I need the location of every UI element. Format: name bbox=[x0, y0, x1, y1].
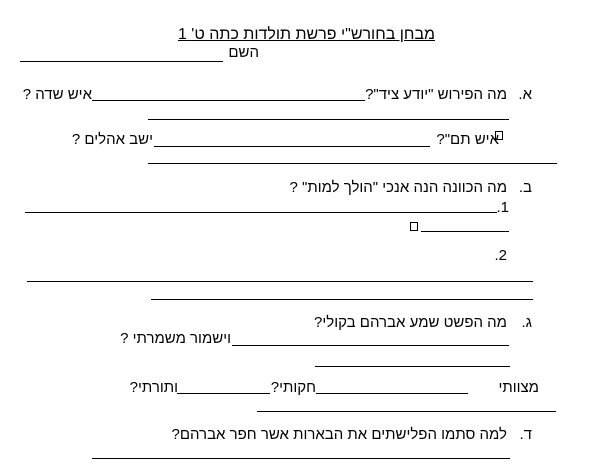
question-g-answer-line-4[interactable] bbox=[177, 393, 270, 394]
question-a-field-man: איש שדה ? bbox=[22, 86, 92, 103]
question-g-guard: וישמור משמרתי ? bbox=[120, 330, 231, 347]
question-b-prompt: מה הכוונה הנה אנכי "הולך למות" ? bbox=[289, 179, 507, 196]
question-g-answer-line-2[interactable] bbox=[315, 366, 510, 367]
question-b-answer-line-4[interactable] bbox=[151, 299, 533, 300]
question-d-prompt: למה סתמו הפלישתים את הבארות אשר חפר אברהם? bbox=[171, 426, 507, 443]
question-g-mitzvot: מצוותי bbox=[498, 379, 539, 396]
question-a-dweller: ישב אהלים ? bbox=[71, 131, 153, 148]
question-a-answer-line-1[interactable] bbox=[92, 100, 365, 101]
name-answer-line[interactable] bbox=[20, 61, 223, 62]
checkbox-glyph-icon bbox=[495, 131, 503, 140]
question-a-prompt: מה הפירוש "יודע ציד"? bbox=[365, 86, 507, 103]
question-b-answer-line-2[interactable] bbox=[421, 231, 509, 232]
question-d-marker: ד. bbox=[519, 426, 532, 443]
name-label: השם bbox=[228, 44, 259, 61]
checkbox-glyph-icon bbox=[410, 222, 418, 231]
question-g-answer-line-1[interactable] bbox=[232, 345, 509, 346]
question-g-marker: ג. bbox=[521, 314, 532, 331]
question-b-item-2: 2. bbox=[494, 247, 507, 264]
question-g-torot: ותורתי? bbox=[129, 379, 178, 396]
question-g-answer-line-3[interactable] bbox=[316, 393, 468, 394]
question-b-answer-line-1[interactable] bbox=[25, 212, 497, 213]
question-g-chukot: חקותי? bbox=[270, 379, 316, 396]
question-a-answer-line-4[interactable] bbox=[148, 163, 557, 164]
question-d-answer-line-1[interactable] bbox=[92, 458, 510, 459]
question-a-marker: א. bbox=[518, 86, 532, 103]
question-b-item-1: 1. bbox=[496, 199, 509, 216]
question-a-tam: איש תם"? bbox=[436, 131, 499, 148]
question-b-answer-line-3[interactable] bbox=[27, 281, 533, 282]
question-a-answer-line-3[interactable] bbox=[154, 146, 430, 147]
question-g-prompt: מה הפשט שמע אברהם בקולי? bbox=[314, 314, 507, 331]
question-b-marker: ב. bbox=[518, 179, 532, 196]
question-g-answer-line-5[interactable] bbox=[257, 411, 556, 412]
page-title: מבחן בחורש"י פרשת תולדות כתה ט' 1 bbox=[177, 26, 435, 43]
question-a-answer-line-2[interactable] bbox=[148, 119, 509, 120]
